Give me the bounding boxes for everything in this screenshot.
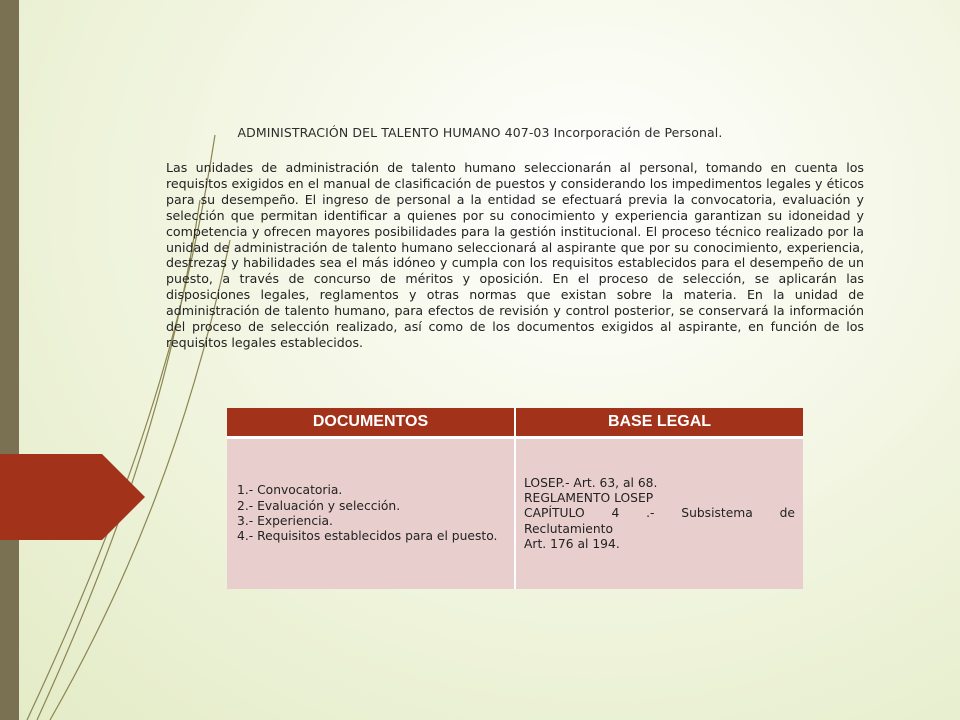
- header-base-legal: BASE LEGAL: [515, 408, 803, 438]
- list-item: 4.- Requisitos establecidos para el puesto.: [237, 529, 498, 544]
- body-paragraph: Las unidades de administración de talento humano seleccionarán al personal, tomando en cuenta los requisitos exigidos en el manual de clasificación de puestos y considerando los impedimentos legales y éticos para su desempeño. El ingreso de personal a la entidad se efectuará previa la convocatoria, evaluación y selección que permitan identificar a quienes por su conocimiento y experiencia garantizan su idoneidad y competencia y ofrecen mayores posibilidades para la gestión institucional. El proceso técnico realizado por la unidad de administración de talento humano seleccionará al aspirante que por su conocimiento, experiencia, destrezas y habilidades sea el más idóneo y cumpla con los requisitos establecidos para el desempeño de un puesto, a través de concurso de méritos y oposición. En el proceso de selección, se aplicarán las disposiciones legales, reglamentos y otras normas que existan sobre la materia. En la unidad de administración de talento humano, para efectos de revisión y control posterior, se conservará la información del proceso de selección realizado, así como de los documentos exigidos al aspirante, en función de los requisitos legales establecidos.: [166, 160, 864, 350]
- red-arrow-tab: [0, 454, 145, 540]
- base-legal-cell: [515, 438, 803, 590]
- list-item: 2.- Evaluación y selección.: [237, 498, 401, 513]
- slide-title: ADMINISTRACIÓN DEL TALENTO HUMANO 407-03 Incorporación de Personal.: [237, 125, 723, 140]
- list-item: 1.- Convocatoria.: [237, 483, 343, 498]
- list-item: CAPÍTULO 4 .- Subsistema de Reclutamiento: [524, 506, 795, 536]
- list-item: REGLAMENTO LOSEP: [524, 491, 654, 506]
- header-documentos: DOCUMENTOS: [227, 408, 515, 438]
- table-header-row: [227, 408, 803, 438]
- list-item: Art. 176 al 194.: [524, 536, 620, 551]
- list-item: 3.- Experiencia.: [237, 514, 333, 528]
- documents-table: [227, 408, 803, 589]
- list-item: LOSEP.- Art. 63, al 68.: [524, 475, 658, 490]
- documentos-cell: [227, 438, 515, 590]
- table-row: [227, 438, 803, 590]
